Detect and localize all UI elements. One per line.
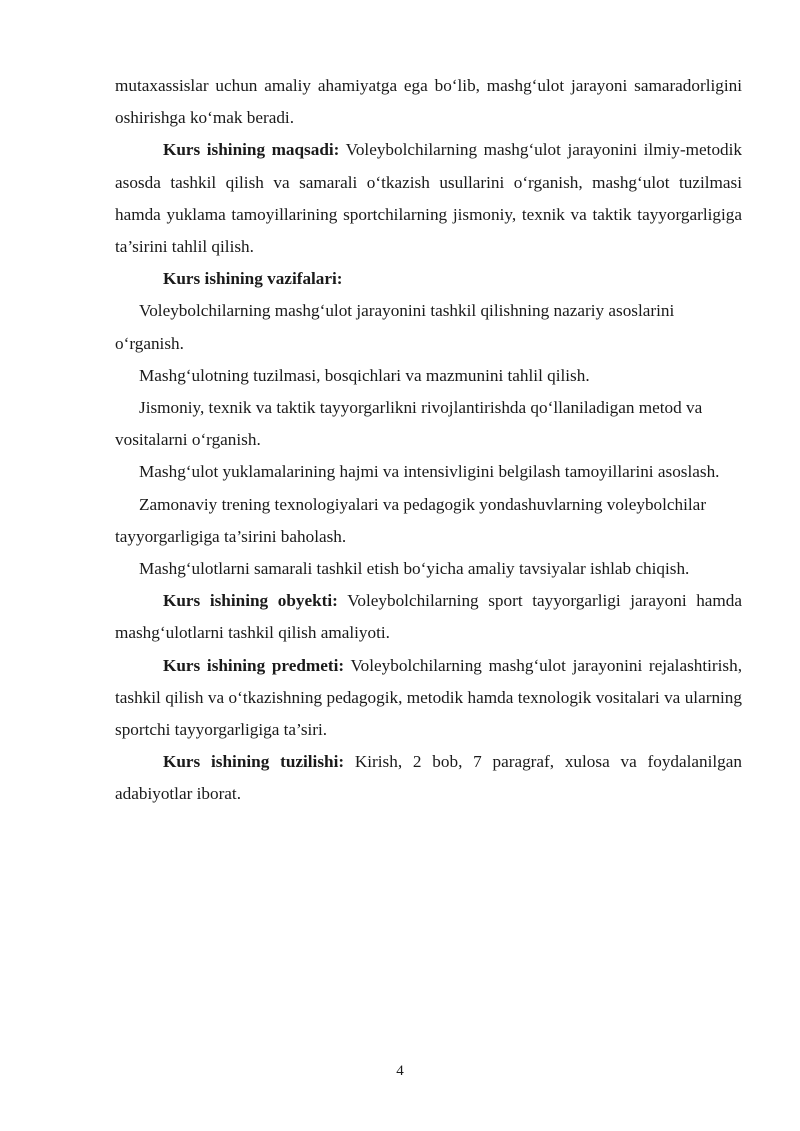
- subject-paragraph: [115, 650, 742, 747]
- object-paragraph: [115, 585, 742, 649]
- goal-text: Voleybolchilarning mashg‘ulot jarayonini ilmiy-metodik asosda tashkil qilish va samarali o‘tkazish usullarini o‘rganish, mashg‘ulot tuzilmasi hamda yuklama tamoyillarining sportchilarning jismoniy, texnik va taktik tayyorgarligiga ta’sirini tahlil qilish.: [115, 140, 742, 257]
- task-item: Voleybolchilarning mashg‘ulot jarayonini tashkil qilishning nazariy asoslarini o‘rganish.: [115, 301, 675, 353]
- subject-label: Kurs ishining predmeti:: [163, 655, 345, 675]
- subject-text: Voleybolchilarning mashg‘ulot jarayonini rejalashtirish, tashkil qilish va o‘tkazishning pedagogik, metodik hamda texnologik vositalari va ularning sportchi tayyorgarligiga ta’siri.: [115, 655, 742, 740]
- tasks-label: Kurs ishining vazifalari:: [163, 269, 343, 289]
- structure-label: Kurs ishining tuzilishi:: [163, 752, 345, 772]
- structure-paragraph: [115, 746, 742, 810]
- task-item: Mashg‘ulotning tuzilmasi, bosqichlari va mazmunini tahlil qilish.: [139, 365, 590, 385]
- task-item: Mashg‘ulot yuklamalarining hajmi va intensivligini belgilash tamoyillarini asoslash.: [139, 462, 720, 482]
- goal-paragraph: [115, 134, 742, 263]
- task-item: Mashg‘ulotlarni samarali tashkil etish bo‘yicha amaliy tavsiyalar ishlab chiqish.: [139, 559, 690, 579]
- intro-paragraph: mutaxassislar uchun amaliy ahamiyatga ega bo‘lib, mashg‘ulot jarayoni samaradorligini oshirishga ko‘mak beradi.: [115, 76, 742, 128]
- document-page: [115, 70, 742, 811]
- task-item: Zamonaviy trening texnologiyalari va pedagogik yondashuvlarning voleybolchilar tayyorgarligiga ta’sirini baholash.: [115, 494, 707, 546]
- object-text: Voleybolchilarning sport tayyorgarligi jarayoni hamda mashg‘ulotlarni tashkil qilish amaliyoti.: [115, 591, 743, 643]
- tasks-heading: [115, 263, 742, 295]
- object-label: Kurs ishining obyekti:: [163, 591, 338, 611]
- structure-text: Kirish, 2 bob, 7 paragraf, xulosa va foydalanilgan adabiyotlar iborat.: [115, 752, 742, 804]
- task-item: Jismoniy, texnik va taktik tayyorgarlikni rivojlantirishda qo‘llaniladigan metod va vositalarni o‘rganish.: [115, 398, 703, 450]
- goal-label: Kurs ishining maqsadi:: [163, 140, 340, 160]
- page-number: 4: [396, 1063, 404, 1079]
